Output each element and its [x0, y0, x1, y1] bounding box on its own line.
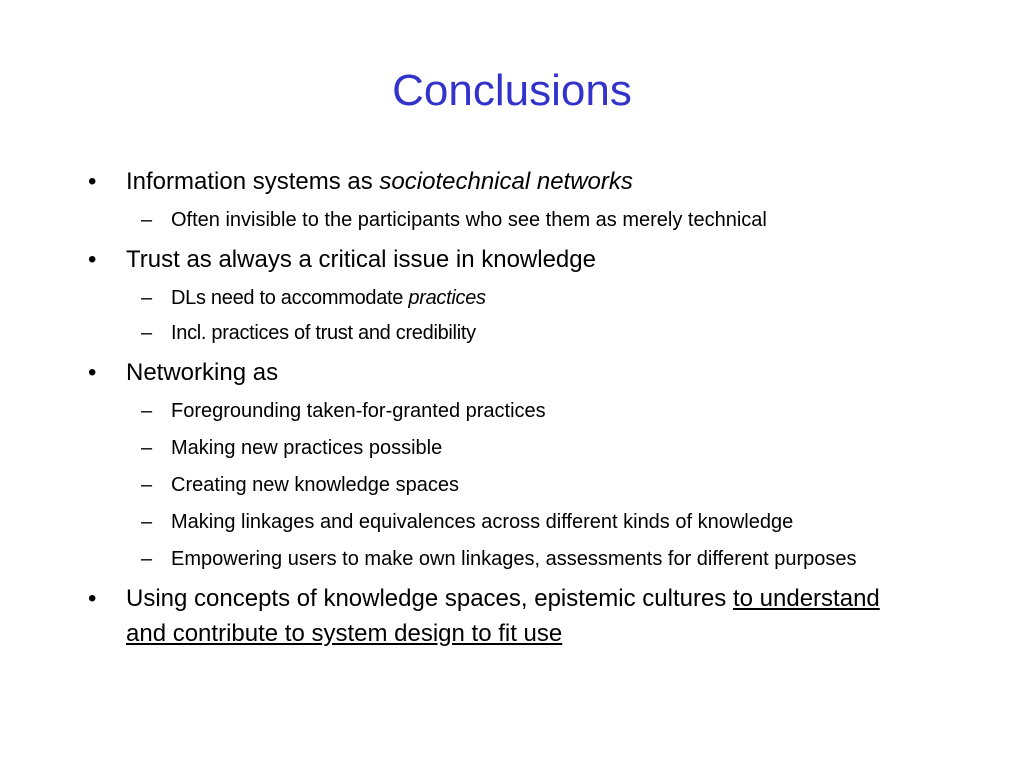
- bullet-text: Networking as: [126, 359, 279, 386]
- bullet-text-emphasis: sociotechnical networks: [379, 168, 633, 195]
- dash-marker: –: [141, 474, 153, 496]
- sub-bullet-item: [0, 205, 1024, 236]
- sub-bullet-text: Foregrounding taken-for-granted practices: [171, 400, 546, 422]
- bullet-item: [0, 242, 1024, 277]
- sub-bullet-text: Making linkages and equivalences across different kinds of knowledge: [171, 511, 794, 533]
- dash-marker: –: [141, 548, 153, 570]
- sub-bullet-text: Empowering users to make own linkages, assessments for different purposes: [171, 548, 857, 570]
- bullet-item: [0, 355, 1024, 390]
- dash-marker: –: [141, 287, 152, 309]
- dash-marker: –: [141, 511, 153, 533]
- bullet-marker: •: [88, 168, 97, 195]
- sub-bullet-item: [0, 507, 1024, 538]
- slide-title: Conclusions: [392, 66, 632, 115]
- dash-marker: –: [141, 209, 153, 231]
- dash-marker: –: [141, 400, 153, 422]
- bullet-marker: •: [88, 585, 97, 612]
- sub-bullet-text: Making new practices possible: [171, 437, 443, 459]
- dash-marker: –: [141, 322, 152, 344]
- sub-bullet-text: Creating new knowledge spaces: [171, 474, 459, 496]
- sub-bullet-text: Incl. practices of trust and credibility: [171, 322, 476, 344]
- bullet-text: Information systems as: [126, 168, 380, 195]
- sub-bullet-item: [0, 318, 1024, 349]
- bullet-text-underlined: to understand and contribute to system design to fit use: [126, 585, 880, 647]
- dash-marker: –: [141, 437, 153, 459]
- sub-bullet-item: [0, 283, 1024, 314]
- bullet-text: Trust as always a critical issue in knowledge: [126, 246, 596, 273]
- sub-bullet-text-emphasis: practices: [408, 287, 486, 309]
- bullet-item: [0, 164, 1024, 199]
- bullet-item: [0, 581, 1024, 651]
- bullet-text: Using concepts of knowledge spaces, epistemic cultures: [126, 585, 733, 612]
- sub-bullet-text: DLs need to accommodate: [171, 287, 409, 309]
- slide-content: [0, 158, 1024, 651]
- sub-bullet-text: Often invisible to the participants who see them as merely technical: [171, 209, 767, 231]
- sub-bullet-item: [0, 396, 1024, 427]
- bullet-marker: •: [88, 359, 97, 386]
- sub-bullet-item: [0, 433, 1024, 464]
- sub-bullet-item: [0, 470, 1024, 501]
- bullet-marker: •: [88, 246, 97, 273]
- sub-bullet-item: [0, 544, 1024, 575]
